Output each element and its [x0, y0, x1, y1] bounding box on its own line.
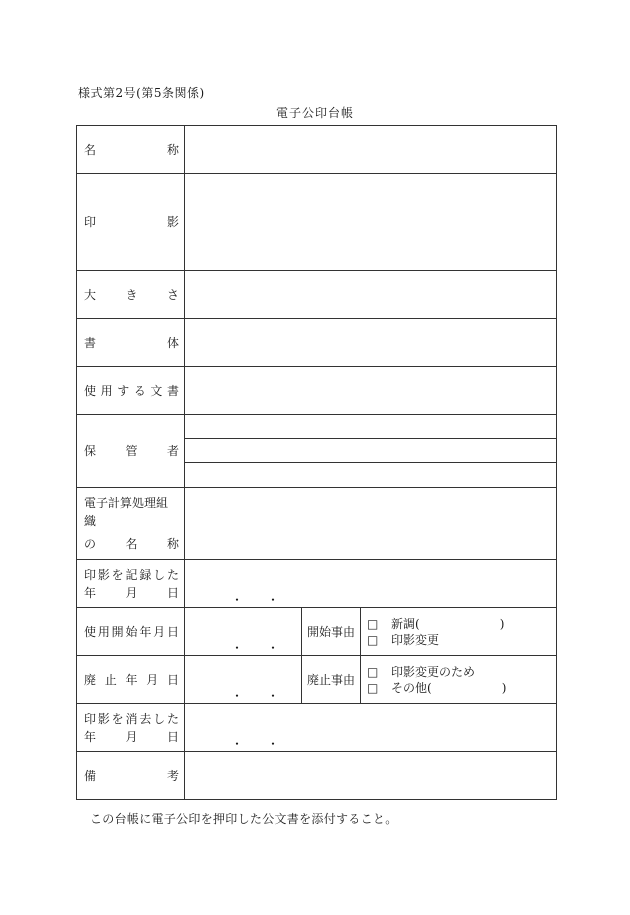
row-name: [77, 126, 557, 174]
row-impression: [77, 174, 557, 271]
date-separators: ・・: [231, 593, 304, 607]
label-custodian: 保 管 者: [77, 415, 185, 488]
label-recorded: 印 影 を 記 録 し た 年 月 日: [77, 560, 185, 608]
label-name: 名 称: [77, 126, 185, 174]
date-separators: ・・: [231, 641, 304, 655]
row-remarks: [77, 752, 557, 800]
label-document: 使 用 す る 文 書: [77, 367, 185, 415]
checkbox-icon[interactable]: □: [367, 680, 379, 695]
date-separators: ・・: [231, 737, 304, 751]
row-erased: [77, 704, 557, 752]
row-custodian-1: [77, 415, 557, 439]
field-system[interactable]: [185, 488, 557, 560]
row-start: [77, 608, 557, 656]
label-erased: 印 影 を 消 去 し た 年 月 日: [77, 704, 185, 752]
field-impression[interactable]: [185, 174, 557, 271]
label-typeface: 書 体: [77, 319, 185, 367]
label-start: 使 用 開 始 年 月 日: [77, 608, 185, 656]
abolish-reason-options: [361, 656, 557, 704]
field-name[interactable]: [185, 126, 557, 174]
field-abolish-date[interactable]: [185, 656, 302, 704]
date-separators: ・・: [231, 689, 304, 703]
field-custodian-2[interactable]: [185, 439, 557, 463]
row-typeface: [77, 319, 557, 367]
label-start-reason: 開始事由: [302, 608, 361, 656]
field-custodian-1[interactable]: [185, 415, 557, 439]
field-recorded-date[interactable]: [185, 560, 557, 608]
label-impression: 印 影: [77, 174, 185, 271]
checkbox-icon[interactable]: □: [367, 616, 379, 631]
form-title: 電子公印台帳: [275, 106, 354, 120]
label-size: 大 き さ: [77, 271, 185, 319]
field-typeface[interactable]: [185, 319, 557, 367]
field-start-date[interactable]: [185, 608, 302, 656]
field-custodian-3[interactable]: [185, 463, 557, 488]
label-abolish-reason: 廃止事由: [302, 656, 361, 704]
form-number: 様式第2号(第5条関係): [78, 86, 205, 100]
row-document: [77, 367, 557, 415]
footnote: この台帳に電子公印を押印した公文書を添付すること。: [90, 812, 398, 826]
field-remarks[interactable]: [185, 752, 557, 800]
option-for-impression-change[interactable]: □ 印影変更のため: [367, 664, 476, 679]
field-erased-date[interactable]: [185, 704, 557, 752]
option-new[interactable]: □ 新調( ): [367, 616, 505, 631]
option-impression-change[interactable]: □ 印影変更: [367, 632, 440, 647]
seal-ledger-table: [76, 125, 557, 800]
row-abolish: [77, 656, 557, 704]
row-recorded: [77, 560, 557, 608]
option-other[interactable]: □ その他( ): [367, 680, 507, 695]
row-system: [77, 488, 557, 560]
checkbox-icon[interactable]: □: [367, 664, 379, 679]
label-abolish: 廃 止 年 月 日: [77, 656, 185, 704]
field-size[interactable]: [185, 271, 557, 319]
label-system: 電子計算処理組織 の 名 称: [77, 488, 185, 560]
start-reason-options: [361, 608, 557, 656]
row-size: [77, 271, 557, 319]
checkbox-icon[interactable]: □: [367, 632, 379, 647]
label-remarks: 備 考: [77, 752, 185, 800]
field-document[interactable]: [185, 367, 557, 415]
